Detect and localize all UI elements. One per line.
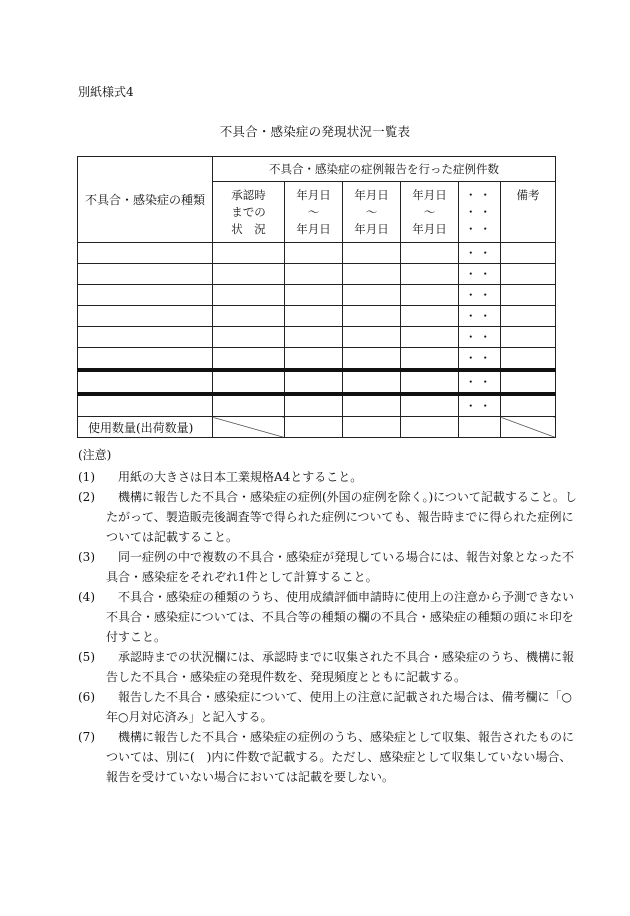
note-text: 機構に報告した不具合・感染症の症例(外国の症例を除く。)について記載すること。したがって、製造販売後調査等で得られた症例についても、報告時までに得られた症例については記載すること。 <box>106 490 577 544</box>
note-item <box>78 727 578 787</box>
note-number: (7) <box>78 730 95 744</box>
note-item <box>78 587 578 647</box>
page-title: 不具合・感染症の発現状況一覧表 <box>219 124 411 139</box>
table-row: ・・ <box>78 243 556 264</box>
form-id: 別紙様式4 <box>78 85 134 99</box>
note-number: (4) <box>78 590 95 604</box>
note-number: (6) <box>78 690 95 704</box>
note-number: (5) <box>78 650 95 664</box>
note-item <box>78 547 578 587</box>
note-item <box>78 687 578 727</box>
note-item <box>78 647 578 687</box>
date-range-header: 年月日 ～ 年月日 <box>343 182 401 243</box>
note-number: (2) <box>78 490 95 504</box>
note-text: 同一症例の中で複数の不具合・感染症が発現している場合には、報告対象となった不具合・感染症をそれぞれ1件として計算すること。 <box>106 550 575 584</box>
note-item <box>78 487 578 547</box>
total-label: 使用数量(出荷数量) <box>78 417 213 438</box>
kind-header: 不具合・感染症の種類 <box>78 157 213 243</box>
note-number: (3) <box>78 550 95 564</box>
table-row: ・・ <box>78 306 556 327</box>
table-row: ・・ <box>78 394 556 417</box>
note-text: 承認時までの状況欄には、承認時までに収集された不具合・感染症のうち、機構に報告した不具合・感染症の発現件数を、発現頻度とともに記載する。 <box>106 650 575 684</box>
date-range-header: 年月日 ～ 年月日 <box>285 182 343 243</box>
table-row: ・・ <box>78 285 556 306</box>
remarks-header: 備考 <box>501 182 556 243</box>
table-row: ・・ <box>78 264 556 285</box>
note-text: 機構に報告した不具合・感染症の症例のうち、感染症として収集、報告されたものについては、別に( )内に件数で記載する。ただし、感染症として収集していない場合、報告を受けていない場合においては記載を要しない。 <box>106 730 575 784</box>
ellipsis-header: ・・ ・・ ・・ <box>459 182 501 243</box>
note-item <box>78 467 578 487</box>
adverse-event-table <box>77 156 556 438</box>
total-row <box>78 417 556 438</box>
note-number: (1) <box>78 470 95 484</box>
note-text: 報告した不具合・感染症について、使用上の注意に記載された場合は、備考欄に「○年○月対応済み」と記入する。 <box>106 690 572 724</box>
group-header: 不具合・感染症の症例報告を行った症例件数 <box>213 157 556 182</box>
note-text: 不具合・感染症の種類のうち、使用成績評価申請時に使用上の注意から予測できない不具合・感染症については、不具合等の種類の欄の不具合・感染症の種類の頭に＊印を付すこと。 <box>106 590 575 644</box>
table-row: ・・ <box>78 370 556 394</box>
note-text: 用紙の大きさは日本工業規格A4とすること。 <box>106 470 363 484</box>
table-row: ・・ <box>78 327 556 348</box>
approval-header: 承認時 までの 状 況 <box>213 182 285 243</box>
notes-heading: (注意) <box>78 448 112 462</box>
date-range-header: 年月日 ～ 年月日 <box>401 182 459 243</box>
notes-section <box>78 445 578 787</box>
table-row: ・・ <box>78 348 556 371</box>
diagonal-cell <box>501 417 556 438</box>
diagonal-cell <box>213 417 285 438</box>
